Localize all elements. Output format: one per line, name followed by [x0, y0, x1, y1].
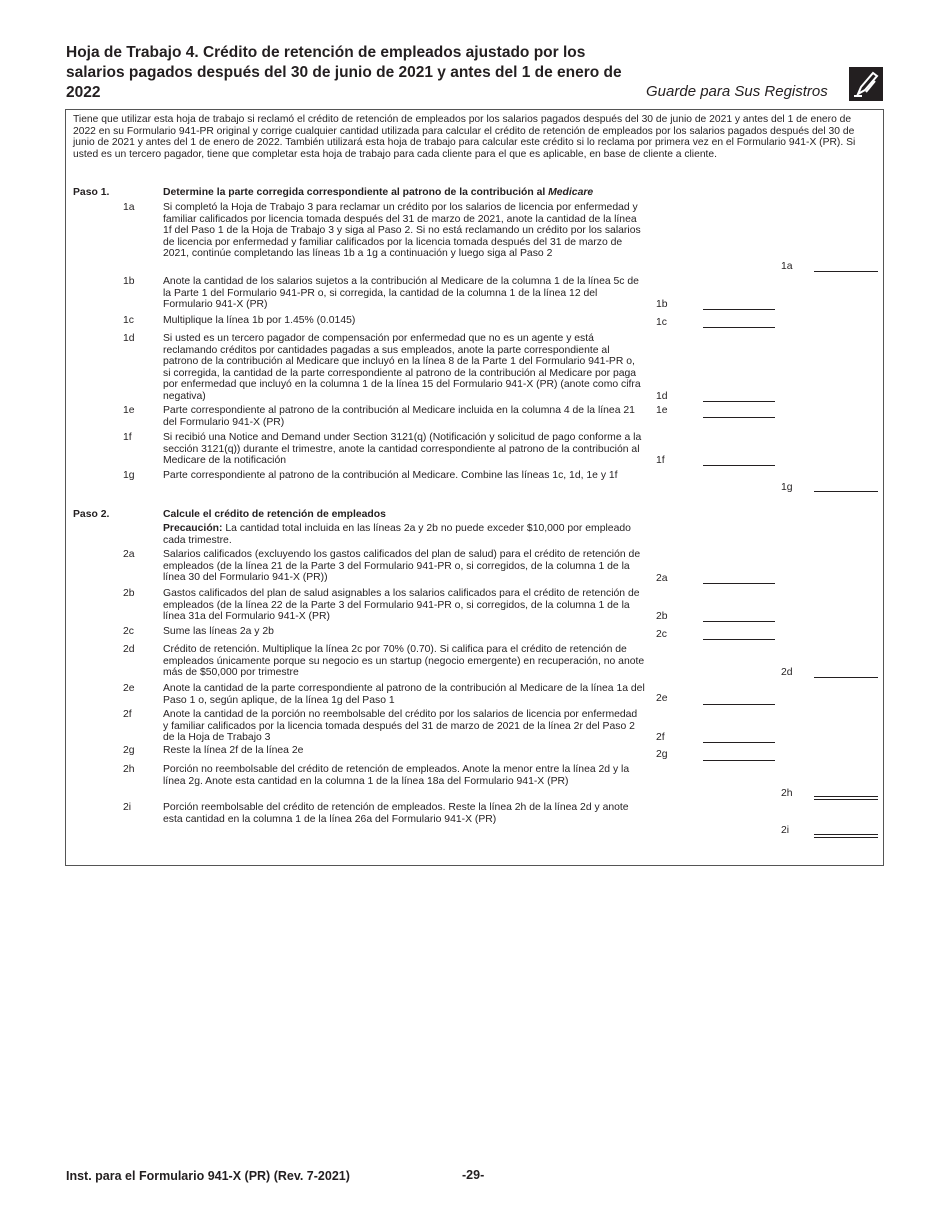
- line-2a-text: Salarios calificados (excluyendo los gastos calificados del plan de salud) para el crédito de retención de empleados (de la línea 21 de la Parte 3 del Formulario 941-PR o, si corregidos, de la columna 1 de la línea 30 del Formulario 941-X (PR)): [163, 549, 641, 583]
- line-number: 1e: [123, 405, 135, 416]
- line-ref: 2f: [656, 732, 665, 743]
- line-number: 1f: [123, 432, 132, 443]
- line-2h-entry[interactable]: [814, 796, 878, 797]
- line-ref: 2b: [656, 611, 668, 622]
- line-2g-entry[interactable]: [703, 760, 775, 761]
- line-1a-entry[interactable]: [814, 271, 878, 272]
- line-1e-entry[interactable]: [703, 417, 775, 418]
- line-1b-entry[interactable]: [703, 309, 775, 310]
- line-1g-text: Parte correspondiente al patrono de la contribución al Medicare. Combine las líneas 1c, 1d, 1e y 1f: [163, 470, 618, 481]
- step1-heading: Determine la parte corregida correspondiente al patrono de la contribución al Medicare: [163, 187, 594, 198]
- line-1d-entry[interactable]: [703, 401, 775, 402]
- line-2d-text: Crédito de retención. Multiplique la línea 2c por 70% (0.70). Si califica para el crédito de retención de empleados únicamente porque su negocio es un startup (negocio emergente) en recuperación, no anote más de $50,000 por trimestre: [163, 644, 645, 678]
- step2-label: Paso 2.: [73, 509, 110, 520]
- line-1d-text: Si usted es un tercero pagador de compensación por enfermedad que no es un agente y está reclamando créditos por cantidades pagadas a sus empleados, anote la parte correspondiente al patrono de la contribución al Medicare que incluyó en la línea 8 de la Parte 1 del Formulario 941-PR o, si corregida, la cantidad de la parte correspondiente al patrono de la contribución al Medicare por paga por enfermedad que incluyó en la columna 1 de la línea 15 del Formulario 941-X (PR) (anote como cifra negativa): [163, 333, 641, 402]
- line-number: 2h: [123, 764, 135, 775]
- page-number: -29-: [462, 1168, 485, 1182]
- line-2f-text: Anote la cantidad de la porción no reembolsable del crédito por los salarios de licencia por enfermedad y familiar calificados por la licencia tomada después del 31 de marzo de 2021 de la línea 2r del Paso 2 de la Hoja de Trabajo 3: [163, 709, 638, 743]
- line-2a-entry[interactable]: [703, 583, 775, 584]
- line-1b-text: Anote la cantidad de los salarios sujetos a la contribución al Medicare de la columna 1 de la línea 5c de la Parte 1 del Formulario 941-PR o, si corregida, la cantidad de la columna 1 de la línea 12 del Formulario 941-X (PR): [163, 276, 639, 310]
- line-number: 1g: [123, 470, 135, 481]
- line-number: 2a: [123, 549, 135, 560]
- line-2e-text: Anote la cantidad de la parte correspondiente al patrono de la contribución al Medicare de la línea 1a del Paso 1 o, según aplique, de la línea 1g del Paso 1: [163, 683, 645, 706]
- line-number: 1a: [123, 202, 135, 213]
- line-number: 1d: [123, 333, 135, 344]
- step2-heading: Calcule el crédito de retención de empleados: [163, 509, 386, 520]
- caution-text: Precaución: La cantidad total incluida en las líneas 2a y 2b no puede exceder $10,000 por empleado cada trimestre.: [163, 523, 631, 546]
- line-2c-entry[interactable]: [703, 639, 775, 640]
- line-2i-entry[interactable]: [814, 834, 878, 835]
- line-ref: 2a: [656, 573, 668, 584]
- line-ref: 2i: [781, 825, 790, 836]
- line-ref: 1c: [656, 317, 667, 328]
- line-ref: 2d: [781, 667, 793, 678]
- line-ref: 2h: [781, 788, 793, 799]
- page-title: Hoja de Trabajo 4. Crédito de retención de empleados ajustado por los salarios pagados después del 30 de junio de 2021 y antes del 1 de enero de 2022: [66, 44, 622, 101]
- line-2e-entry[interactable]: [703, 704, 775, 705]
- line-number: 2c: [123, 626, 134, 637]
- pencil-icon: [849, 67, 883, 101]
- line-2d-entry[interactable]: [814, 677, 878, 678]
- line-ref: 2g: [656, 749, 668, 760]
- line-1f-entry[interactable]: [703, 465, 775, 466]
- line-2h-text: Porción no reembolsable del crédito de retención de empleados. Anote la menor entre la línea 2d y la línea 2g. Anote esta cantidad en la columna 1 de la línea 18a del Formulario 941-X (PR): [163, 764, 630, 787]
- line-number: 1c: [123, 315, 134, 326]
- line-ref: 1e: [656, 405, 668, 416]
- line-2b-entry[interactable]: [703, 621, 775, 622]
- keep-for-records-note: Guarde para Sus Registros: [646, 83, 828, 100]
- line-ref: 1f: [656, 455, 665, 466]
- line-ref: 1b: [656, 299, 668, 310]
- line-2c-text: Sume las líneas 2a y 2b: [163, 626, 274, 637]
- footer-form-name: Inst. para el Formulario 941-X (PR) (Rev. 7-2021): [66, 1169, 350, 1183]
- line-ref: 2c: [656, 629, 667, 640]
- line-number: 2d: [123, 644, 135, 655]
- line-1e-text: Parte correspondiente al patrono de la contribución al Medicare incluida en la columna 4 de la línea 21 del Formulario 941-X (PR): [163, 405, 635, 428]
- line-number: 2b: [123, 588, 135, 599]
- line-ref: 1a: [781, 261, 793, 272]
- line-ref: 1g: [781, 482, 793, 493]
- line-number: 2f: [123, 709, 132, 720]
- line-ref: 1d: [656, 391, 668, 402]
- line-2i-text: Porción reembolsable del crédito de retención de empleados. Reste la línea 2h de la línea 2d y anote esta cantidad en la columna 1 de la línea 26a del Formulario 941-X (PR): [163, 802, 629, 825]
- line-number: 1b: [123, 276, 135, 287]
- step1-label: Paso 1.: [73, 187, 110, 198]
- line-2b-text: Gastos calificados del plan de salud asignables a los salarios calificados para el crédito de retención de empleados (de la línea 22 de la Parte 3 del Formulario 941-PR o, si corregidos, de la columna 1 de la línea 31a del Formulario 941-X (PR): [163, 588, 640, 622]
- line-2g-text: Reste la línea 2f de la línea 2e: [163, 745, 304, 756]
- line-1f-text: Si recibió una Notice and Demand under Section 3121(q) (Notificación y solicitud de pago conforme a la sección 3121(q)) durante el trimestre, anote la cantidad correspondiente al patrono de la contribución al Medicare de la notificación: [163, 432, 642, 466]
- line-2f-entry[interactable]: [703, 742, 775, 743]
- line-1a-text: Si completó la Hoja de Trabajo 3 para reclamar un crédito por los salarios de licencia por enfermedad y familiar calificados por licencia tomada después del 31 de marzo de 2021, anote la cantidad de la línea 1f del Paso 1 de la Hoja de Trabajo 3 y siga al Paso 2. Si no está reclamando un crédito por los salarios de licencia por enfermedad y familiar calificados por la licencia tomada después del 31 de marzo de 2021, continúe completando las líneas 1b a 1g a continuación y luego siga al Paso 2: [163, 202, 641, 259]
- line-1g-entry[interactable]: [814, 491, 878, 492]
- line-1c-entry[interactable]: [703, 327, 775, 328]
- line-number: 2e: [123, 683, 135, 694]
- line-1c-text: Multiplique la línea 1b por 1.45% (0.0145): [163, 315, 356, 326]
- intro-text: Tiene que utilizar esta hoja de trabajo si reclamó el crédito de retención de empleados por los salarios pagados después del 30 de junio de 2021 y antes del 1 de enero de 2022 en su Formulario 941-PR original y corrige cualquier cantidad utilizada para calcular el crédito de retención de empleados por los salarios pagados después del 30 de junio de 2021 y antes del 1 de enero de 2022. También utilizará esta hoja de trabajo para calcular este crédito si lo reclama por primera vez en el Formulario 941-X (PR). Si usted es un tercero pagador, tiene que completar esta hoja de trabajo para cada cliente para el que es aplicable, en base de cliente a cliente.: [73, 114, 856, 160]
- line-number: 2g: [123, 745, 135, 756]
- line-ref: 2e: [656, 693, 668, 704]
- line-number: 2i: [123, 802, 132, 813]
